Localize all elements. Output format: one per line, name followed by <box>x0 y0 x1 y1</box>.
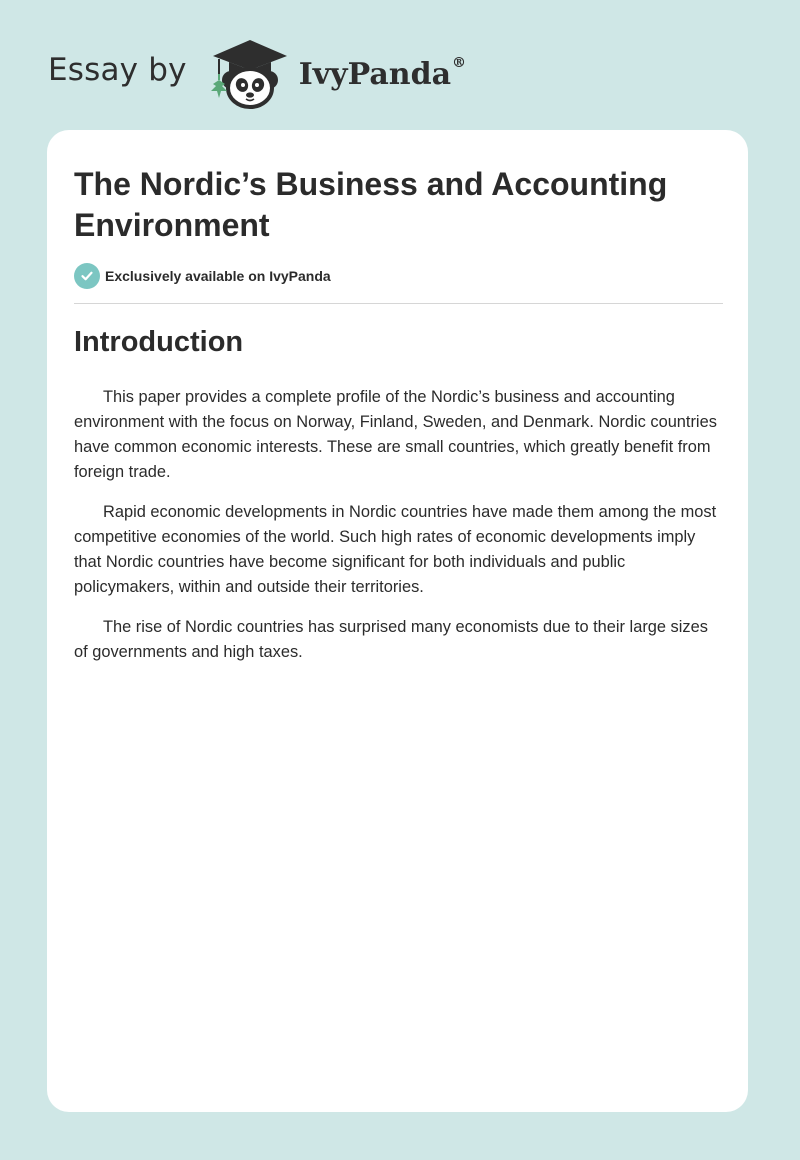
essay-by-label: Essay by <box>48 52 187 88</box>
essay-card <box>47 130 748 1112</box>
ivypanda-logo-icon[interactable] <box>205 34 295 110</box>
badge-label: Exclusively available on IvyPanda <box>105 268 331 284</box>
exclusive-badge <box>74 263 331 289</box>
essay-body <box>74 385 724 680</box>
check-circle-icon <box>74 263 100 289</box>
site-header <box>48 34 466 110</box>
registered-mark: ® <box>452 54 467 71</box>
paragraph: This paper provides a complete profile of the Nordic’s business and accounting environment with the focus on Norway, Finland, Sweden, and Denmark. Nordic countries have common economic interests. These are small countries, which greatly benefit from foreign trade. <box>74 388 717 481</box>
paragraph: The rise of Nordic countries has surprised many economists due to their large sizes of governments and high taxes. <box>74 618 708 661</box>
divider <box>74 303 723 304</box>
essay-title: The Nordic’s Business and Accounting Environment <box>74 166 668 243</box>
section-heading: Introduction <box>74 326 244 358</box>
paragraph: Rapid economic developments in Nordic countries have made them among the most competitive economies of the world. Such high rates of economic developments imply that Nordic countries have become significant for both individuals and public policymakers, within and outside their territories. <box>74 503 717 596</box>
brand-name: IvyPanda® <box>298 54 467 92</box>
